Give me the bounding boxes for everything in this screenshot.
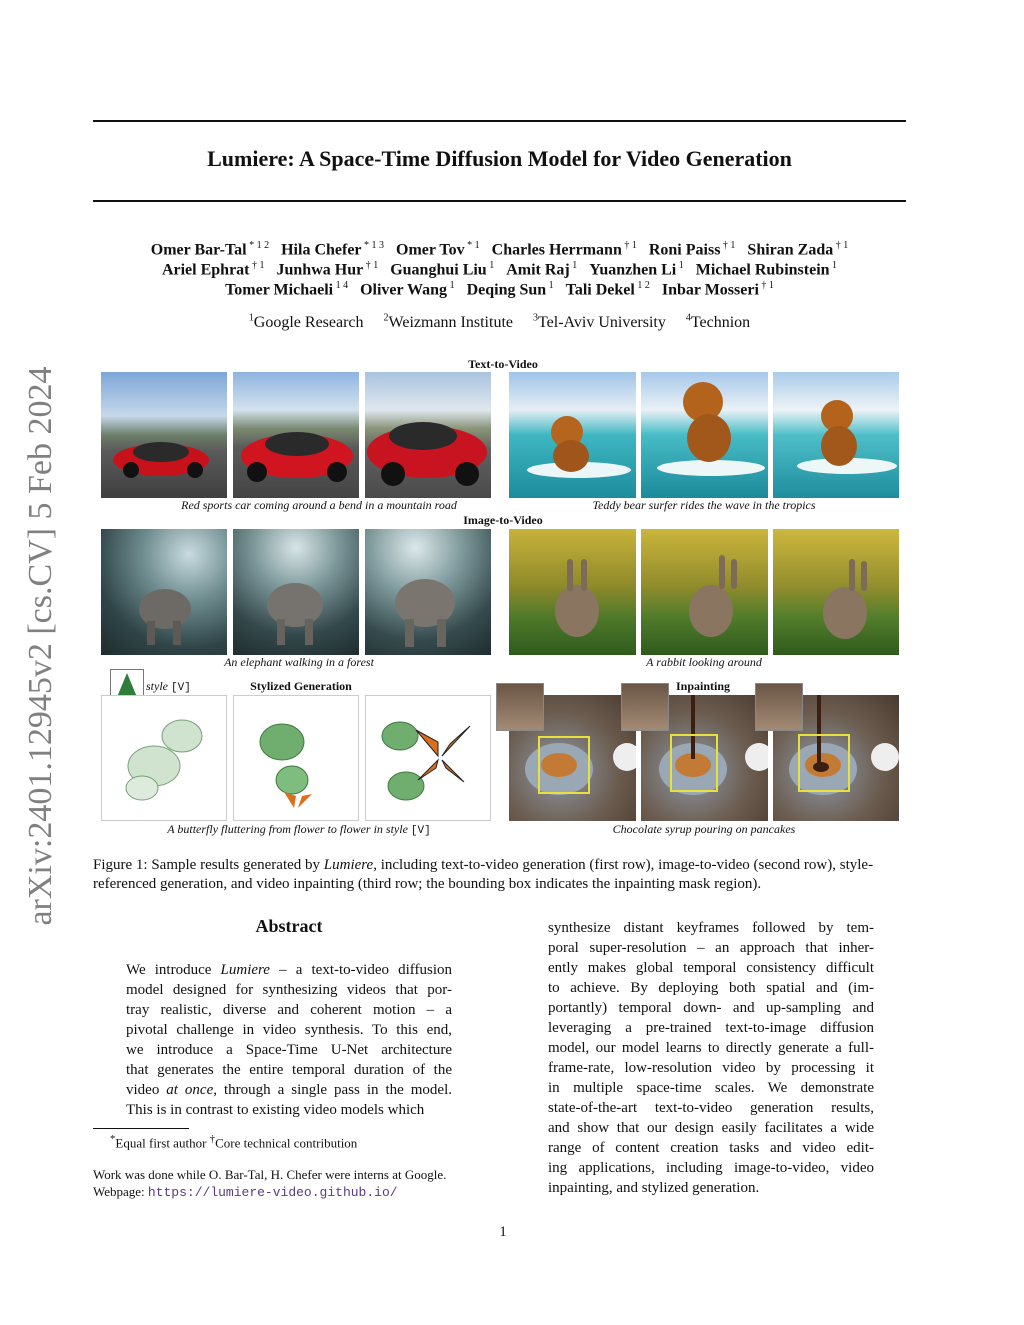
author-name: Oliver Wang xyxy=(360,281,448,299)
car-illustration-2 xyxy=(233,372,359,498)
author-affiliation-marks: 1 2 xyxy=(634,280,650,291)
abstract-line: we introduce a Space-Time U-Net architecture xyxy=(126,1042,452,1058)
author-affiliation-marks: † 1 xyxy=(621,240,637,251)
footnote-webpage: Webpage: https://lumiere-video.github.io/ xyxy=(93,1184,398,1200)
author-affiliation-marks: * 1 2 xyxy=(246,240,270,251)
elephant-illustration-3 xyxy=(365,529,491,655)
abstract-line: This is in contrast to existing video models which xyxy=(126,1102,425,1118)
stylized-generation-label: Stylized Generation xyxy=(250,679,352,693)
author-name: Junhwa Hur xyxy=(276,261,364,279)
author-line-3 xyxy=(93,276,906,300)
abstract-line: ently makes global temporal consistency difficult xyxy=(548,960,874,976)
author-name: Omer Tov xyxy=(396,241,465,259)
author-affiliation-marks: 1 4 xyxy=(333,280,349,291)
author-name: Tomer Michaeli xyxy=(225,281,334,299)
stylized-frame-2 xyxy=(233,695,359,821)
car-frame-3 xyxy=(365,372,491,498)
author-name: Tali Dekel xyxy=(565,281,635,299)
author-affiliation-marks: † 1 xyxy=(720,240,736,251)
bear-frame-3 xyxy=(773,372,899,498)
teddy-bear-illustration-3 xyxy=(773,372,899,498)
style-reference-label: style [V] xyxy=(146,679,191,694)
abstract-heading: Abstract xyxy=(255,916,323,936)
abstract-line: inpainting, and stylized generation. xyxy=(548,1180,760,1196)
abstract-line: model designed for synthesizing videos that por- xyxy=(126,982,452,998)
footnote-contribution: *Equal first author †Core technical contribution xyxy=(110,1133,358,1151)
rabbit-caption: A rabbit looking around xyxy=(646,655,762,669)
bear-caption: Teddy bear surfer rides the wave in the tropics xyxy=(592,498,816,512)
figure-caption: Figure 1: Sample results generated by Lumiere, including text-to-video generation (first row), image-to-video (second row), style-referenced generation, and video inpainting (third row; the bounding box indicates the inpainting mask region). xyxy=(93,857,874,892)
affiliations xyxy=(93,313,906,332)
author-name: Hila Chefer xyxy=(281,241,362,259)
car-frame-1 xyxy=(101,372,227,498)
author-name: Roni Paiss xyxy=(648,241,721,259)
abstract-line: video at once, through a single pass in the model. xyxy=(126,1082,452,1098)
image-to-video-label: Image-to-Video xyxy=(463,513,543,527)
abstract-line: range of content creation tasks and video edit- xyxy=(548,1140,874,1156)
pancakes-caption: Chocolate syrup pouring on pancakes xyxy=(612,822,796,836)
author-name: Omer Bar-Tal xyxy=(150,241,247,259)
teddy-bear-illustration-1 xyxy=(509,372,636,498)
abstract-line: model, our model learns to directly generate a full- xyxy=(548,1040,874,1056)
affiliation-2: $^2$Weizmann Institute xyxy=(383,313,513,332)
author-name: Guanghui Liu xyxy=(390,261,487,279)
car-frame-2 xyxy=(233,372,359,498)
abstract-line: that generates the entire temporal duration of the xyxy=(126,1062,452,1078)
elephant-illustration-2 xyxy=(233,529,359,655)
abstract-line: in multiple space-time scales. We demonstrate xyxy=(548,1080,874,1096)
rabbit-frame-2 xyxy=(641,529,768,655)
affiliation-1: $^1$Google Research xyxy=(248,313,364,332)
elephant-frame-1 xyxy=(101,529,227,655)
abstract-line: ing applications, including image-to-video, video xyxy=(548,1160,874,1176)
author-affiliation-marks: * 1 3 xyxy=(361,240,385,251)
abstract-line: synthesize distant keyframes followed by tem- xyxy=(548,920,874,936)
teddy-bear-illustration-2 xyxy=(641,372,768,498)
abstract-line: tray realistic, diverse and coherent motion – a xyxy=(126,1002,452,1018)
arxiv-identifier: arXiv:2401.12945v2 [cs.CV] 5 Feb 2024 xyxy=(22,366,59,926)
abstract-right-column xyxy=(548,918,874,1198)
abstract-line: frame-rate, low-resolution video by processing it xyxy=(548,1060,874,1076)
abstract-line: We introduce Lumiere – a text-to-video diffusion xyxy=(126,962,452,978)
author-affiliation-marks: † 1 xyxy=(833,240,849,251)
author-name: Amit Raj xyxy=(506,261,570,279)
rabbit-illustration-2 xyxy=(641,529,768,655)
abstract-line: poral super-resolution – an approach that inher- xyxy=(548,940,874,956)
abstract-line: to achieve. By deploying both spatial and (im- xyxy=(548,980,874,996)
author-affiliation-marks: 1 xyxy=(676,260,684,271)
flower-butterfly-illustration-2 xyxy=(234,696,358,820)
inpainting-label: Inpainting xyxy=(675,679,731,693)
flower-butterfly-illustration-3 xyxy=(366,696,490,820)
author-name: Ariel Ephrat xyxy=(161,261,250,279)
author-affiliation-marks: † 1 xyxy=(758,280,774,291)
author-name: Charles Herrmann xyxy=(491,241,622,259)
flower-sticker-illustration-1 xyxy=(102,696,226,820)
author-name: Deqing Sun xyxy=(466,281,547,299)
rabbit-illustration-3 xyxy=(773,529,899,655)
elephant-frame-2 xyxy=(233,529,359,655)
elephant-caption: An elephant walking in a forest xyxy=(224,655,374,669)
rabbit-frame-1 xyxy=(509,529,636,655)
inpainting-input-thumbnail-3 xyxy=(755,683,803,731)
footnote-rule xyxy=(93,1128,189,1129)
author-affiliation-marks: † 1 xyxy=(249,260,265,271)
rabbit-frame-3 xyxy=(773,529,899,655)
rabbit-illustration-1 xyxy=(509,529,636,655)
inpainting-input-thumbnail-1 xyxy=(496,683,544,731)
abstract-line: state-of-the-art text-to-video generation results, xyxy=(548,1100,874,1116)
author-name: Shiran Zada xyxy=(747,241,834,259)
page-number: 1 xyxy=(499,1224,507,1240)
abstract-line: and show that our design easily facilitates a wide xyxy=(548,1120,874,1136)
footnote-internship: Work was done while O. Bar-Tal, H. Chefer were interns at Google. xyxy=(93,1167,447,1182)
author-name: Michael Rubinstein xyxy=(695,261,830,279)
author-affiliation-marks: 1 xyxy=(569,260,578,271)
car-illustration-3 xyxy=(365,372,491,498)
abstract-line: leveraging a pre-trained text-to-image diffusion xyxy=(548,1020,874,1036)
abstract-line: portantly) temporal down- and up-sampling and xyxy=(548,1000,874,1016)
bear-frame-1 xyxy=(509,372,636,498)
elephant-illustration-1 xyxy=(101,529,227,655)
abstract-left-column xyxy=(126,960,452,1120)
author-affiliation-marks: † 1 xyxy=(363,260,379,271)
title-top-rule xyxy=(93,120,906,122)
stylized-frame-3 xyxy=(365,695,491,821)
author-affiliation-marks: 1 xyxy=(447,280,455,291)
bear-frame-2 xyxy=(641,372,768,498)
elephant-frame-3 xyxy=(365,529,491,655)
abstract-line: pivotal challenge in video synthesis. To this end, xyxy=(126,1022,452,1038)
author-affiliation-marks: 1 xyxy=(486,260,495,271)
author-affiliation-marks: 1 xyxy=(546,280,554,291)
car-illustration-1 xyxy=(101,372,227,498)
affiliation-3: $^3$Tel-Aviv University xyxy=(532,313,666,332)
webpage-link[interactable]: https://lumiere-video.github.io/ xyxy=(147,1185,398,1200)
inpainting-input-thumbnail-2 xyxy=(621,683,669,731)
text-to-video-label: Text-to-Video xyxy=(468,357,538,371)
title-bottom-rule xyxy=(93,200,906,202)
author-name: Inbar Mosseri xyxy=(661,281,759,299)
car-caption: Red sports car coming around a bend in a mountain road xyxy=(181,498,457,512)
butterfly-caption: A butterfly fluttering from flower to flower in style [V] xyxy=(167,822,431,837)
author-affiliation-marks: * 1 xyxy=(464,240,480,251)
paper-title: Lumiere: A Space-Time Diffusion Model for Video Generation xyxy=(207,146,792,171)
stylized-frame-1 xyxy=(101,695,227,821)
author-affiliation-marks: 1 xyxy=(829,260,838,271)
author-name: Yuanzhen Li xyxy=(589,261,677,279)
affiliation-4: $^4$Technion xyxy=(685,313,751,332)
